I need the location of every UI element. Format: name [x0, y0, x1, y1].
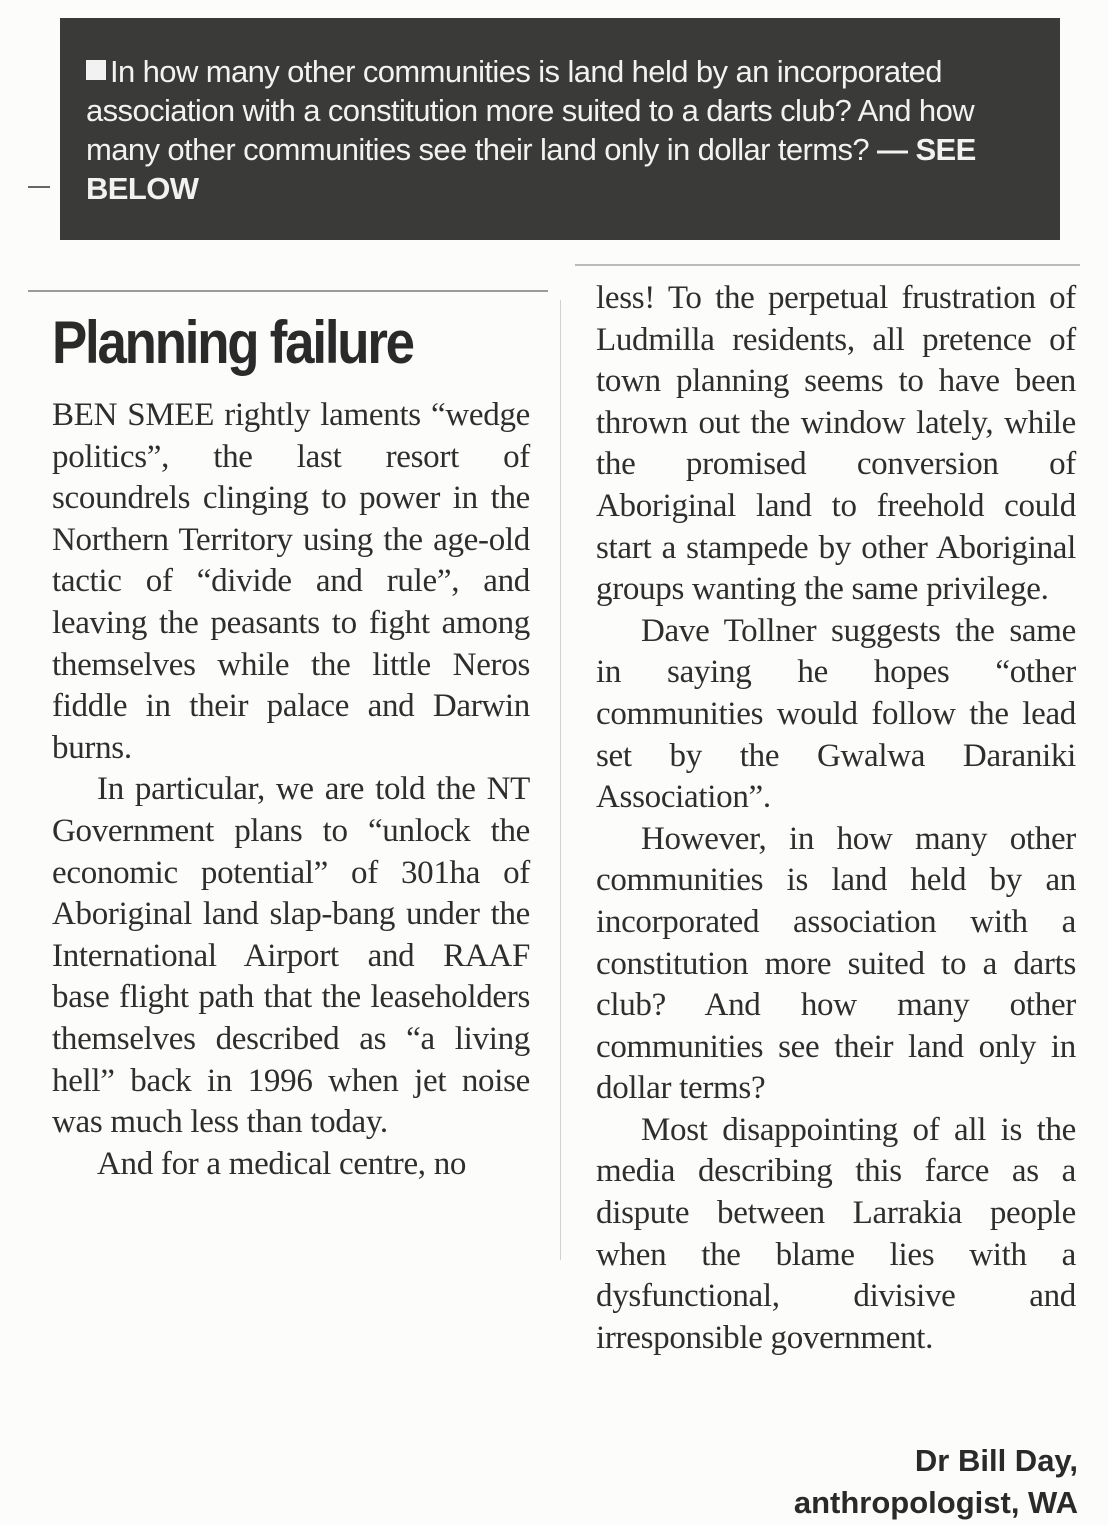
author-title: anthropologist, WA [793, 1485, 1078, 1520]
right-column [596, 278, 1076, 1359]
pull-quote-cta: — SEE BELOW [86, 132, 976, 206]
pull-quote-text: In how many other communities is land held by an incorporated association with a constitution more suited to a darts club? And how many other communities see their land only in dollar terms? [86, 54, 975, 167]
right-column-top-rule [575, 264, 1080, 266]
left-column [52, 395, 530, 1185]
paragraph: And for a medical centre, no [97, 1145, 467, 1182]
paragraph-continued: less! To the perpetual frustration of Ludmilla residents, all pretence of town planning seems to have been thrown out the window lately, while the promised conversion of Aboriginal land to freehold could start a stampede by other Aboriginal groups wanting the same privilege. [596, 280, 1076, 608]
paragraph: Most disappointing of all is the media describing this farce as a dispute between Larrakia people when the blame lies with a dysfunctional, divisive and irresponsible government. [596, 1111, 1076, 1356]
author-name: Dr Bill Day, [914, 1443, 1078, 1478]
paragraph: BEN SMEE rightly laments “wedge politics”, the last resort of scoundrels clinging to power in the Northern Territory using the age-old tactic of “divide and rule”, and leaving the peasants to fight among themselves while the little Neros fiddle in their palace and Darwin burns. [52, 397, 530, 766]
margin-tick-rule [28, 186, 50, 188]
column-divider [560, 300, 561, 1260]
letter-signature [794, 1440, 1078, 1524]
paragraph: Dave Tollner suggests the same in saying he hopes “other communities would follow the lead set by the Gwalwa Daraniki Association”. [596, 612, 1076, 816]
paragraph: In particular, we are told the NT Government plans to “unlock the economic potential” of 301ha of Aboriginal land slap-bang under the International Airport and RAAF base flight path that the leaseholders themselves described as “a living hell” back in 1996 when jet noise was much less than today. [52, 771, 530, 1141]
left-column-top-rule [28, 290, 548, 292]
paragraph: However, in how many other communities is land held by an incorporated association with a constitution more suited to a darts club? And how many other communities see their land only in dollar terms? [596, 820, 1076, 1107]
letter-headline: Planning failure [52, 309, 413, 376]
pull-quote-box [60, 18, 1060, 240]
square-bullet-icon [86, 60, 106, 80]
